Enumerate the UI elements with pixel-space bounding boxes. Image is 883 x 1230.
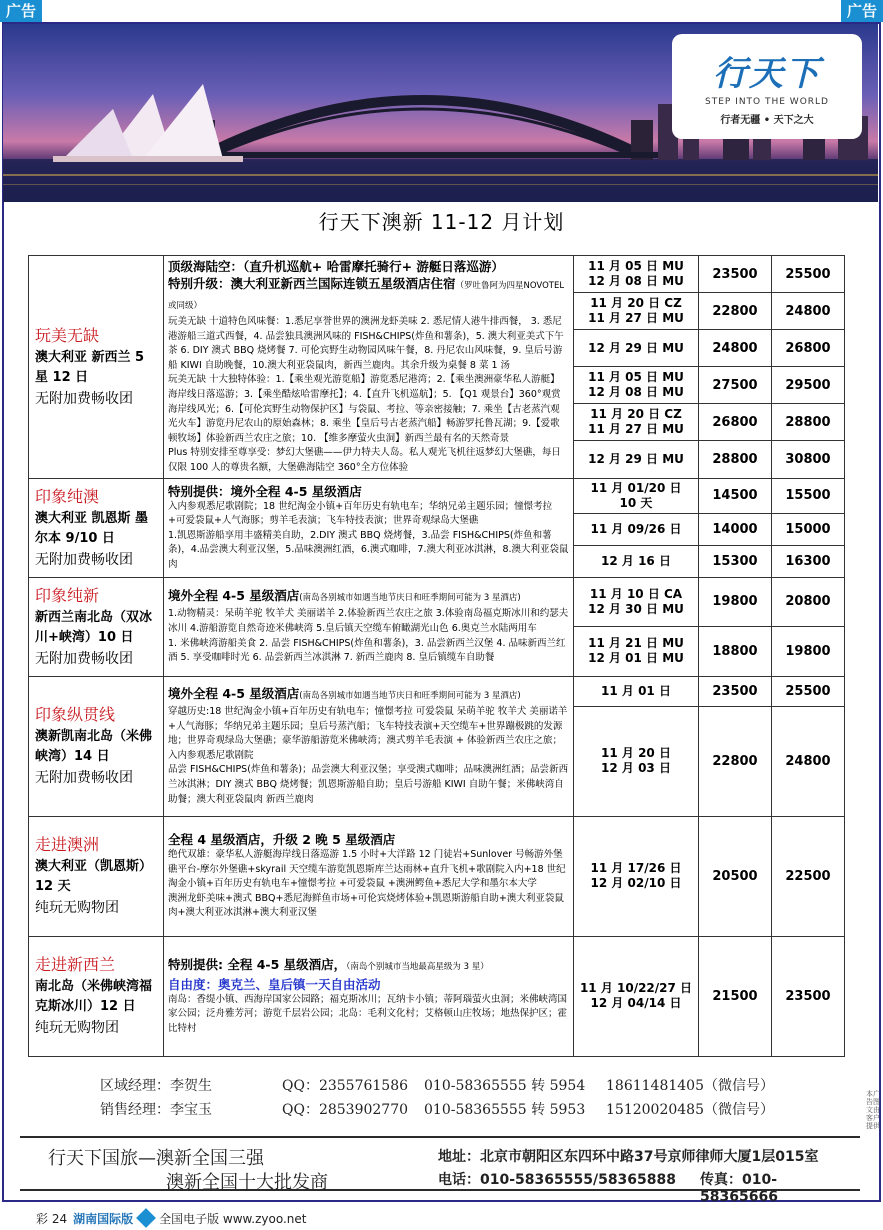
departure-date: 11 月 20 日 CZ 11 月 27 日 MU: [574, 293, 699, 330]
contact-row: [100, 1098, 774, 1122]
product-destination: 南北岛（米佛峡湾福克斯冰川）12 日: [35, 979, 153, 1015]
description-text: 境外全程 4-5 星级酒店: [168, 588, 300, 604]
description-text: 绝代双雄：豪华私人游艇海岸线日落巡游 1.5 小时+大洋路 12 门徒岩+Sunlover 号畅游外堡礁平台-摩尔外堡礁+skyrail 天空缆车游览凯恩斯库兰达雨林+直升飞机+歌剧院入内+18 世纪淘金小镇+百年历史有轨电车+憧憬考拉 +可爱袋鼠 +澳洲鳄鱼+悉尼大学和墨尔本大学: [168, 849, 566, 890]
brand-logo: 行天下: [713, 54, 821, 94]
brand-logo-card: [672, 34, 862, 139]
price-cell: 16300: [772, 545, 845, 577]
description-note: (南岛各别城市如遇当地节庆日和旺季期间可能为 3 星酒店): [299, 690, 521, 701]
departure-date: 11 月 05 日 MU 12 月 08 日 MU: [574, 367, 699, 404]
description-line: [168, 763, 569, 807]
contacts: [100, 1074, 774, 1122]
diamond-icon: [136, 1208, 156, 1228]
product-destination: 新西兰南北岛（双冰川+峡湾）10 日: [35, 609, 153, 645]
departure-date: 11 月 05 日 MU 12 月 08 日 MU: [574, 256, 699, 293]
description-text: 品尝 FISH&CHIPS(炸鱼和薯条)；品尝澳大利亚汉堡；享受澳式咖啡；品味澳洲红酒；品尝新西兰冰淇淋；DIY 澳式 BBQ 烧烤餐；凯恩斯游船自助；皇后号游船 KIWI 自助午餐；米佛峡湾自助餐；澳大利亚袋鼠肉 新西兰鹿肉: [168, 764, 569, 805]
price-cell: 25500: [772, 256, 845, 293]
product-name: 玩美无缺: [35, 325, 100, 345]
product-description: [164, 478, 574, 577]
description-line: [168, 831, 569, 848]
description-line: [168, 993, 569, 1037]
product-destination: 澳大利亚（凯恩斯）12 天: [35, 859, 153, 895]
description-line: [168, 373, 569, 446]
price-cell: 18800: [699, 627, 772, 677]
edition-label: 湖南国际版: [73, 1212, 134, 1226]
price-cell: 19800: [699, 577, 772, 627]
price-cell: 24800: [772, 706, 845, 816]
product-name: 印象纯澳: [35, 486, 100, 506]
description-line: [168, 637, 569, 666]
product-note: 无附加费畅收团: [35, 770, 133, 787]
price-cell: 20800: [772, 577, 845, 627]
description-line: [168, 315, 569, 373]
price-cell: 24800: [699, 330, 772, 367]
departure-date: 11 月 20 日 12 月 03 日: [574, 706, 699, 816]
description-text: 南岛：香缇小镇、西海岸国家公园路；福克斯冰川；瓦纳卡小镇；蒂阿瑙萤火虫洞；米佛峡湾国家公园；泛舟雅芳河；游览千层岩公园；北岛：毛利文化村；艾格顿山庄牧场；地热保护区；霍比特村: [168, 993, 568, 1034]
description-note: （南岛个别城市当地最高星级为 3 星）: [346, 961, 489, 972]
departure-date: 11 月 09/26 日: [574, 513, 699, 545]
departure-date: 11 月 01 日: [574, 676, 699, 706]
brand-tagline: STEP INTO THE WORLD: [704, 97, 829, 107]
description-line: [168, 258, 569, 275]
departure-date: 12 月 29 日 MU: [574, 441, 699, 478]
price-cell: 21500: [699, 936, 772, 1056]
price-cell: 26800: [699, 404, 772, 441]
contact-row: [100, 1074, 774, 1098]
price-cell: 15300: [699, 545, 772, 577]
price-cell: 23500: [699, 676, 772, 706]
price-cell: 28800: [772, 404, 845, 441]
product-cell: [29, 577, 164, 676]
description-text: 1. 米佛峡湾游船美食 2. 品尝 FISH&CHIPS(炸鱼和薯条)，3. 品尝新西兰汉堡 4. 品味新西兰红酒 5. 享受咖啡时光 6. 品尝新西兰冰淇淋 7. 新西兰鹿肉 8. 皇后镇缆车自助餐: [168, 637, 566, 664]
product-description: [164, 577, 574, 676]
table-row: [29, 676, 845, 706]
price-cell: 19800: [772, 627, 845, 677]
description-text: 特别提供：境外全程 4-5 星级酒店: [168, 483, 362, 499]
contact-mobile: 18611481405（微信号）: [606, 1078, 774, 1094]
product-note: 无附加费畅收团: [35, 650, 133, 667]
description-text: 特别升级：澳大利亚新西兰国际连锁五星级酒店住宿: [168, 276, 456, 291]
product-note: 纯玩无购物团: [35, 1020, 119, 1037]
footer-box: [20, 1136, 860, 1205]
product-destination: 澳大利亚 凯恩斯 墨尔本 9/10 日: [35, 510, 149, 546]
product-description: [164, 816, 574, 936]
description-text: 入内参观悉尼歌剧院；18 世纪淘金小镇+百年历史有轨电车；华纳兄弟主题乐园；憧憬考拉+可爱袋鼠+人气海豚；剪羊毛表演；飞车特技表演；世界奇观绿岛大堡礁: [168, 500, 553, 527]
contact-role: 区域经理：李贺生: [100, 1078, 212, 1094]
description-note: (南岛各别城市如遇当地节庆日和旺季期间可能为 3 星酒店): [299, 593, 521, 604]
price-cell: 22500: [772, 816, 845, 936]
price-cell: 24800: [772, 293, 845, 330]
price-cell: 20500: [699, 816, 772, 936]
price-cell: 27500: [699, 367, 772, 404]
product-cell: [29, 478, 164, 577]
product-note: 无附加费畅收团: [35, 390, 133, 407]
description-text: 玩美无缺 十大独特体验：1.【乘坐观光游览船】游览悉尼港湾；2.【乘坐澳洲豪华私人游艇】海岸线日落巡游；3.【乘坐酷炫哈雷摩托】；4.【直升飞机巡航】；5. 【Q1 观景台】360°观赏海岸线风光；6.【可伦宾野生动物保护区】与袋鼠、考拉、等亲密接触；7. 乘坐【古老蒸汽观光火车】游览丹尼农山的原始森林；8. 乘坐【皇后号古老蒸汽船】畅游罗托鲁瓦湖；9.【爱歌顿牧场】体验新西兰农庄之旅；10. 【维多摩萤火虫洞】新西兰最有名的天然奇景: [168, 374, 561, 444]
product-cell: [29, 936, 164, 1056]
product-destination: 澳新凯南北岛（米佛峡湾）14 日: [35, 729, 153, 765]
price-cell: 30800: [772, 441, 845, 478]
product-note: 无附加费畅收团: [35, 551, 133, 568]
product-destination: 澳大利亚 新西兰 5 星 12 日: [35, 349, 145, 385]
description-text: 顶级海陆空：（直升机巡航+ 哈雷摩托骑行+ 游艇日落巡游）: [168, 259, 504, 274]
departure-date: 11 月 10/22/27 日 12 月 04/14 日: [574, 936, 699, 1056]
table-row: [29, 478, 845, 513]
product-cell: [29, 256, 164, 479]
ad-tag-left: 广告: [0, 0, 42, 22]
product-cell: [29, 816, 164, 936]
price-cell: 25500: [772, 676, 845, 706]
contact-mobile: 15120020485（微信号）: [606, 1102, 774, 1118]
table-row: [29, 816, 845, 936]
price-cell: 23500: [772, 936, 845, 1056]
product-name: 走进新西兰: [35, 955, 116, 975]
description-line: [168, 275, 569, 315]
description-note: （罗吐鲁阿为四星NOVOTEL 或同级）: [168, 281, 565, 311]
footer-slogan-2: 澳新全国十大批发商: [166, 1172, 328, 1193]
itinerary-table: [28, 255, 845, 1057]
footer-address: 地址：北京市朝阳区东四环中路37号京师律师大厦1层015室: [438, 1149, 819, 1165]
side-disclaimer: 本广告图文由客户提供: [866, 1090, 880, 1130]
departure-date: 12 月 16 日: [574, 545, 699, 577]
description-line: [168, 705, 569, 763]
description-text: 澳洲龙虾美味+澳式 BBQ+悉尼海鲜鱼市场+可伦宾烧烤体验+凯恩斯游船自助+澳大利亚袋鼠肉+澳大利亚冰淇淋+澳大利亚汉堡: [168, 892, 564, 919]
description-line: [168, 685, 569, 705]
description-text: Plus 特别安排至尊享受：梦幻大堡礁——伊力特夫人岛。私人观光飞机往返梦幻大堡礁，每日仅限 100 人的尊贵名额，大堡礁海陆空 360°全方位体验: [168, 447, 561, 473]
description-line: [168, 892, 569, 921]
contact-qq: QQ：2853902770: [282, 1102, 409, 1118]
description-text: 境外全程 4-5 星级酒店: [168, 685, 300, 701]
contact-tel: 010-58365555 转 5954: [424, 1078, 586, 1094]
price-cell: 26800: [772, 330, 845, 367]
description-text: 玩美无缺 十道特色风味餐：1.悉尼享誉世界的澳洲龙虾美味 2. 悉尼情人港牛排西餐， 3. 悉尼港游船三道式西餐，4. 品尝独具澳洲风味的 FISH&CHIPS(炸鱼和薯条)，5. 澳大利亚美式下午茶 6. DIY 澳式 BBQ 烧烤餐 7. 可伦宾野生动物园风味午餐，8. 丹尼农山风味餐，9. 皇后号游船 KIWI 自助晚餐，10.澳大利亚袋鼠肉，新西兰鹿肉。其余升级为桌餐 8 菜 1 汤: [168, 316, 564, 371]
departure-date: 11 月 17/26 日 12 月 02/10 日: [574, 816, 699, 936]
price-cell: 23500: [699, 256, 772, 293]
product-name: 印象纵贯线: [35, 705, 116, 725]
product-name: 走进澳洲: [35, 835, 100, 855]
footer-slogan-1: 行天下国旅—澳新全国三强: [48, 1148, 264, 1169]
ad-tag-right: 广告: [841, 0, 883, 22]
product-description: [164, 936, 574, 1056]
description-line: [168, 587, 569, 607]
description-line: [168, 956, 569, 976]
price-cell: 28800: [699, 441, 772, 478]
departure-date: 11 月 20 日 CZ 11 月 27 日 MU: [574, 404, 699, 441]
departure-date: 12 月 29 日 MU: [574, 330, 699, 367]
table-row: [29, 256, 845, 293]
departure-date: 11 月 10 日 CA 12 月 30 日 MU: [574, 577, 699, 627]
departure-date: 11 月 01/20 日 10 天: [574, 478, 699, 513]
page-title: 行天下澳新 11-12 月计划: [318, 210, 565, 234]
product-description: [164, 256, 574, 479]
contact-tel: 010-58365555 转 5953: [424, 1102, 586, 1118]
description-line: [168, 607, 569, 636]
price-cell: 15000: [772, 513, 845, 545]
contact-qq: QQ：2355761586: [282, 1078, 409, 1094]
price-cell: 14000: [699, 513, 772, 545]
product-note: 纯玩无购物团: [35, 900, 119, 917]
page-footer: [36, 1210, 306, 1227]
description-text: 1.动物精灵：呆萌羊驼 牧羊犬 美丽诺羊 2.体验新西兰农庄之旅 3.体验南岛福克斯冰川和约瑟夫冰川 4.游船游览自然奇迹米佛峡湾 5.皇后镇天空缆车俯瞰湖光山色 6.奥克兰水陆两用车: [168, 608, 569, 634]
description-text: 自由度：奥克兰、皇后镇一天自由活动: [168, 976, 381, 992]
description-text: 特别提供: 全程 4-5 星级酒店，: [168, 956, 347, 972]
site-label: 全国电子版 www.zyoo.net: [159, 1212, 307, 1226]
description-line: [168, 446, 569, 475]
product-description: [164, 676, 574, 816]
product-name: 印象纯新: [35, 585, 100, 605]
footer-phone: 电话：010-58365555/58365888: [438, 1172, 677, 1188]
description-line: [168, 976, 569, 993]
price-cell: 14500: [699, 478, 772, 513]
brand-slogan: 行者无疆 • 天下之大: [720, 115, 814, 126]
table-row: [29, 577, 845, 627]
departure-date: 11 月 21 日 MU 12 月 01 日 MU: [574, 627, 699, 677]
description-line: [168, 500, 569, 529]
price-cell: 22800: [699, 293, 772, 330]
product-cell: [29, 676, 164, 816]
footer-contact: [438, 1169, 838, 1205]
description-text: 全程 4 星级酒店，升级 2 晚 5 星级酒店: [168, 832, 396, 848]
description-text: 1.凯恩斯游船享用丰盛精美自助，2.DIY 澳式 BBQ 烧烤餐，3.品尝 FISH&CHIPS(炸鱼和薯条)，4.品尝澳大利亚汉堡，5.品味澳洲红酒，6.澳式咖啡，7.澳大利亚冰淇淋，8.澳大利亚袋鼠肉: [168, 529, 569, 570]
footer-fax: 传真：010-58365666: [700, 1172, 778, 1205]
price-cell: 29500: [772, 367, 845, 404]
description-line: [168, 529, 569, 573]
description-line: [168, 483, 569, 500]
page-number: 彩 24: [36, 1212, 68, 1226]
contact-role: 销售经理：李宝玉: [100, 1102, 212, 1118]
description-text: 穿越历史:18 世纪淘金小镇+百年历史有轨电车；憧憬考拉 可爱袋鼠 呆萌羊驼 牧羊犬 美丽诺羊+人气海豚；华纳兄弟主题乐园；皇后号蒸汽船；飞车特技表演+天空缆车+世界蹦极跳的发源地；世界奇观绿岛大堡礁；豪华游船游览米佛峡湾；澳式剪羊毛表演 + 体验新西兰农庄之旅；入内参观悉尼歌剧院: [168, 705, 568, 761]
price-cell: 15500: [772, 478, 845, 513]
table-row: [29, 936, 845, 1056]
description-line: [168, 848, 569, 892]
price-cell: 22800: [699, 706, 772, 816]
